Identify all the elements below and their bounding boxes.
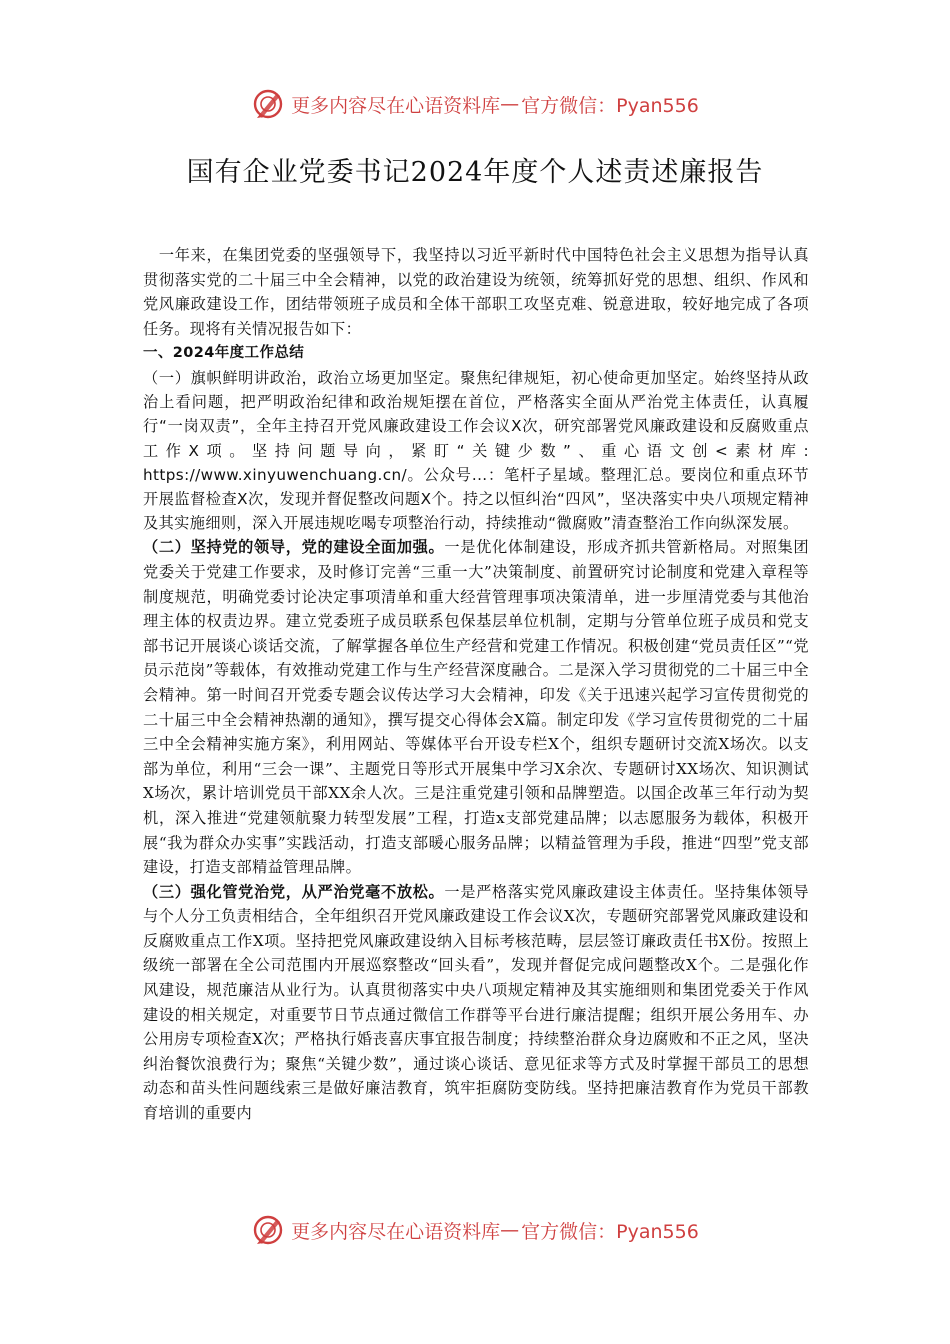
banner-text: 更多内容尽在心语资料库 <box>291 94 501 117</box>
brush-pen-logo-icon <box>251 87 285 121</box>
banner-text: 更多内容尽在心语资料库 <box>291 1220 501 1243</box>
paragraph-2-body: 一是优化体制建设，形成齐抓共管新格局。对照集团党委关于党建工作要求，及时修订完善“三重一大”决策制度、前置研究讨论制度和党建入章程等制度规范，明确党委讨论决定事项清单和重大经营管理事项决策清单，进一步厘清党委与其他治理主体的权责边界。建立党委班子成员联系包保基层单位机制，定期与分管单位班子成员和党支部书记开展谈心谈话交流，了解掌握各单位生产经营和党建工作情况。积极创建“党员责任区”“党员示范岗”等载体，有效推动党建工作与生产经营深度融合。二是深入学习贯彻党的二十届三中全会精神。第一时间召开党委专题会议传达学习大会精神，印发《关于迅速兴起学习宣传贯彻党的二十届三中全会精神热潮的通知》，撰写提交心得体会X篇。制定印发《学习宣传贯彻党的二十届三中全会精神实施方案》，利用网站、等媒体平台开设专栏X个，组织专题研讨交流X场次。以支部为单位，利用“三会一课”、主题党日等形式开展集中学习X余次、专题研讨XX场次、知识测试X场次，累计培训党员干部XX余人次。三是注重党建引领和品牌塑造。以国企改革三年行动为契机，深入推进“党建领航聚力转型发展”工程，打造x支部党建品牌；以志愿服务为载体，积极开展“我为群众办实事”实践活动，打造支部暖心服务品牌；以精益管理为手段，推进“四型”党支部建设，打造支部精益管理品牌。 <box>143 538 809 877</box>
section-heading-1: 一、2024年度工作总结 <box>143 345 305 362</box>
paragraph-3-body: 一是严格落实党风廉政建设主体责任。坚持集体领导与个人分工负责相结合，全年组织召开党风廉政建设工作会议X次，专题研究部署党风廉政建设和反腐败重点工作X项。坚持把党风廉政建设纳入目标考核范畴，层层签订廉政责任书X份。按照上级统一部署在全公司范围内开展巡察整改“回头看”，发现并督促完成问题整改X个。二是强化作风建设，规范廉洁从业行为。认真贯彻落实中央八项规定精神及其实施细则和集团党委关于作风建设的相关规定，对重要节日节点通过微信工作群等平台进行廉洁提醒；组织开展公务用车、办公用房专项检查X次；严格执行婚丧喜庆事宜报告制度；持续整治群众身边腐败和不正之风，坚决纠治餐饮浪费行为；聚焦“关键少数”，通过谈心谈话、意见征求等方式及时掌握干部员工的思想动态和苗头性问题线索三是做好廉洁教育，筑牢拒腐防变防线。坚持把廉洁教育作为党员干部教育培训的重要内 <box>143 882 809 1123</box>
footer-watermark-banner <box>0 1212 950 1248</box>
document-body <box>143 243 809 1126</box>
document-title: 国有企业党委书记2024年度个人述责述廉报告 <box>186 157 764 188</box>
banner-wechat: 官方微信：Pyan556 <box>521 1220 699 1243</box>
paragraph-3 <box>143 880 809 1126</box>
banner-wechat: 官方微信：Pyan556 <box>521 94 699 117</box>
paragraph-2 <box>143 535 809 879</box>
intro-text: 一年来，在集团党委的坚强领导下，我坚持以习近平新时代中国特色社会主义思想为指导认真贯彻落实党的二十届三中全会精神，以党的政治建设为统领，统筹抓好党的思想、组织、作风和党风廉政建设工作，团结带领班子成员和全体干部职工攻坚克难、锐意进取，较好地完成了各项任务。现将有关情况报告如下： <box>143 246 809 338</box>
paragraph-3-lead: （三）强化管党治党，从严治党毫不放松。 <box>143 882 445 901</box>
intro-paragraph <box>143 243 809 341</box>
header-watermark-banner <box>0 86 950 122</box>
banner-separator: — <box>500 1219 520 1241</box>
paragraph-1: （一）旗帜鲜明讲政治，政治立场更加坚定。聚焦纪律规矩，初心使命更加坚定。始终坚持从政治上看问题，把严明政治纪律和政治规矩摆在首位，严格落实全面从严治党主体责任，认真履行“一岗双责”，全年主持召开党风廉政建设工作会议X次，研究部署党风廉政建设和反腐败重点工作X项。坚持问题导向，紧盯“关键少数”、重心语文创<素材库: https://www.xinyuwenchuang.cn/。公众号...：笔杆子星域。整理汇总。要岗位和重点环节开展监督检查X次，发现并督促整改问题X个。持之以恒纠治“四风”，坚决落实中央八项规定精神及其实施细则，深入开展违规吃喝专项整治行动，持续推动“微腐败”清查整治工作向纵深发展。 <box>143 368 809 533</box>
banner-separator: — <box>500 93 520 115</box>
brush-pen-logo-icon <box>251 1213 285 1247</box>
paragraph-2-lead: （二）坚持党的领导，党的建设全面加强。 <box>143 538 445 557</box>
